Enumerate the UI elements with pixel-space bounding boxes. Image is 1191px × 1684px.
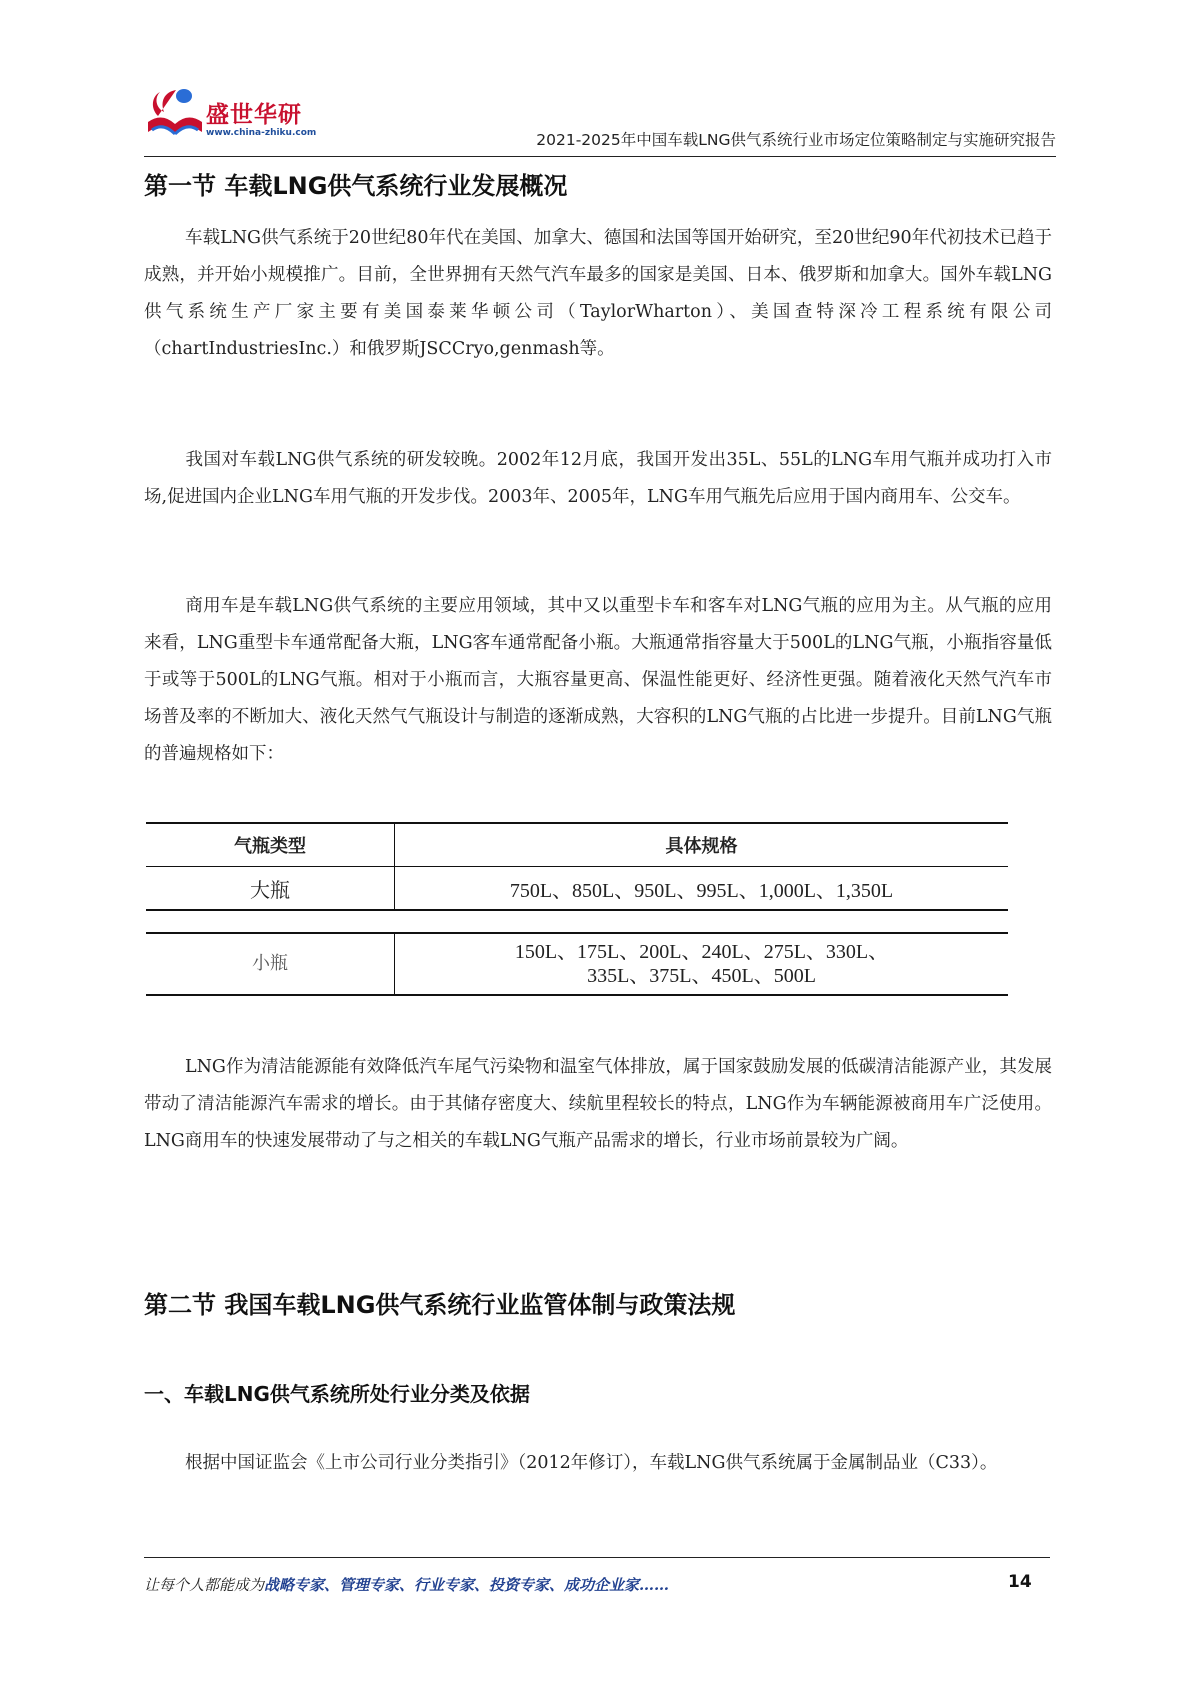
table-row [146,933,1008,995]
paragraph-text: 商用车是车载LNG供气系统的主要应用领域，其中又以重型卡车和客车对LNG气瓶的应用为主。从气瓶的应用来看，LNG重型卡车通常配备大瓶，LNG客车通常配备小瓶。大瓶通常指容量大于500L的LNG气瓶，小瓶指容量低于或等于500L的LNG气瓶。相对于小瓶而言，大瓶容量更高、保温性能更好、经济性更强。随着液化天然气汽车市场普及率的不断加大、液化天然气气瓶设计与制造的逐渐成熟，大容积的LNG气瓶的占比进一步提升。目前LNG气瓶的普遍规格如下： [144,596,1052,764]
company-logo [144,82,324,148]
logo-name: 盛世华研 [206,102,302,128]
table-header: 具体规格 [395,823,1009,867]
paragraph [144,220,1052,368]
table-cell-spec: 150L、175L、200L、240L、275L、330L、335L、375L、450L、500L [514,941,889,987]
table-cell-type: 大瓶 [146,867,395,911]
sub-heading: 一、车载LNG供气系统所处行业分类及依据 [144,1382,530,1406]
section-heading: 第一节 车载LNG供气系统行业发展概况 [144,172,568,200]
book-logo-icon [144,86,206,144]
paragraph-text: LNG作为清洁能源能有效降低汽车尾气污染物和温室气体排放，属于国家鼓励发展的低碳清洁能源产业，其发展带动了清洁能源汽车需求的增长。由于其储存密度大、续航里程较长的特点，LNG作为车辆能源被商用车广泛使用。LNG商用车的快速发展带动了与之相关的车载LNG气瓶产品需求的增长，行业市场前景较为广阔。 [144,1057,1052,1151]
table-row [146,867,1008,911]
table-header: 气瓶类型 [146,823,395,867]
table-header-row [146,823,1008,867]
footer-slogan [144,1574,669,1595]
spec-table-small [146,932,1008,996]
paragraph-text: 根据中国证监会《上市公司行业分类指引》（2012年修订），车载LNG供气系统属于金属制品业（C33）。 [185,1453,998,1473]
logo-url: www.china-zhiku.com [206,128,317,138]
paragraph-text: 车载LNG供气系统于20世纪80年代在美国、加拿大、德国和法国等国开始研究，至20世纪90年代初技术已趋于成熟，并开始小规模推广。目前，全世界拥有天然气汽车最多的国家是美国、日本、俄罗斯和加拿大。国外车载LNG供气系统生产厂家主要有美国泰莱华顿公司（TaylorWharton）、美国查特深冷工程系统有限公司（chartIndustriesInc.）和俄罗斯JSCCryo,genmash等。 [144,228,1052,359]
report-title: 2021-2025年中国车载LNG供气系统行业市场定位策略制定与实施研究报告 [536,131,1056,149]
page-number: 14 [1008,1572,1032,1592]
page-header [144,82,1056,157]
paragraph [144,442,1052,516]
paragraph-text: 我国对车载LNG供气系统的研发较晚。2002年12月底，我国开发出35L、55L的LNG车用气瓶并成功打入市场,促进国内企业LNG车用气瓶的开发步伐。2003年、2005年，LNG车用气瓶先后应用于国内商用车、公交车。 [144,450,1052,507]
paragraph [144,1049,1052,1160]
spec-table-large [146,822,1008,911]
paragraph [144,588,1052,773]
table-cell-spec: 750L、850L、950L、995L、1,000L、1,350L [509,879,894,902]
footer-divider [144,1557,1050,1558]
footer-highlight: 战略专家、管理专家、行业专家、投资专家、成功企业家…… [264,1576,670,1594]
section-heading: 第二节 我国车载LNG供气系统行业监管体制与政策法规 [144,1291,736,1319]
paragraph [144,1445,1052,1482]
footer-prefix: 让每个人都能成为 [144,1576,265,1594]
table-cell-type: 小瓶 [146,933,395,995]
